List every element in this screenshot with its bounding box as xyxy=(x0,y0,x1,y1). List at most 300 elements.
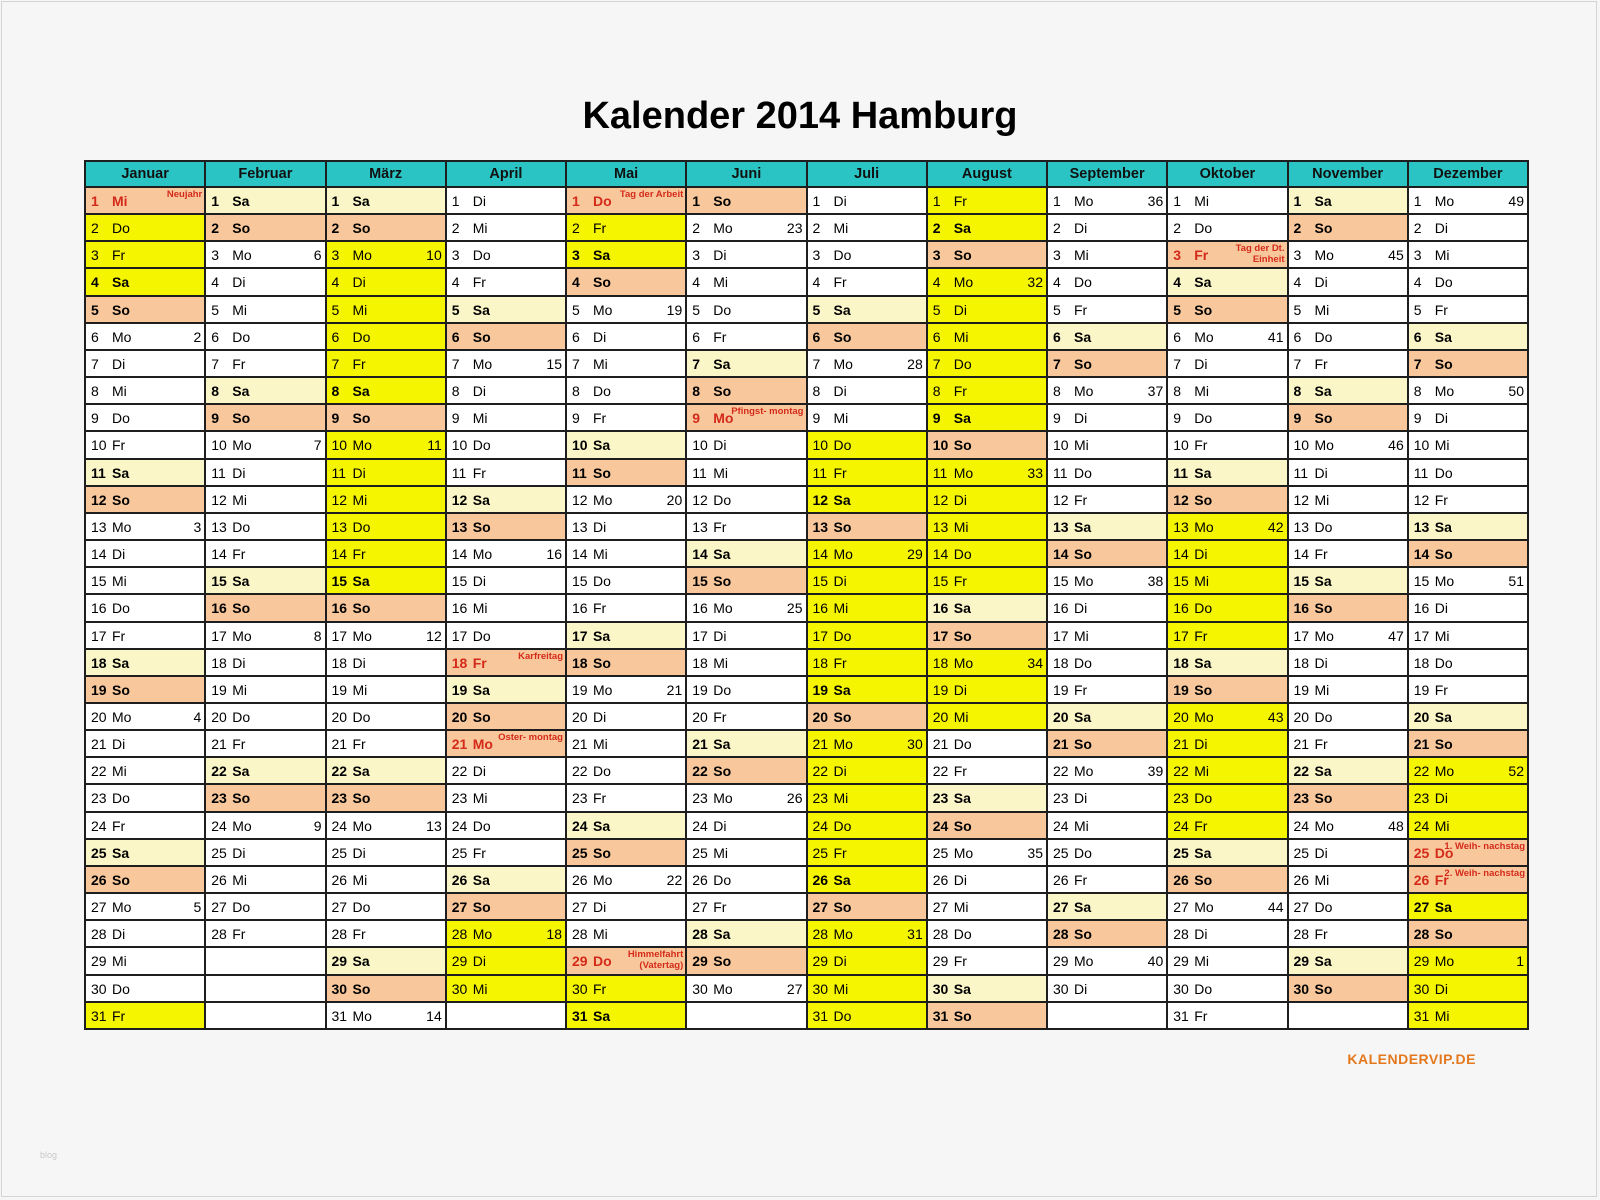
day-cell xyxy=(1289,269,1409,296)
day-number: 4 xyxy=(1293,274,1302,291)
weekday-label: So xyxy=(352,790,371,807)
day-number: 3 xyxy=(211,247,220,264)
day-cell xyxy=(327,867,447,894)
weekday-label: Sa xyxy=(472,871,490,888)
weekday-label: Sa xyxy=(713,546,731,563)
weekday-label: Fr xyxy=(1194,247,1209,264)
day-number: 9 xyxy=(451,410,460,427)
weekday-label: Sa xyxy=(472,681,490,698)
day-number: 15 xyxy=(331,573,348,590)
weekday-label: Mo xyxy=(713,600,733,617)
weekday-label: Do xyxy=(833,437,852,454)
day-cell xyxy=(928,840,1048,867)
day-number: 13 xyxy=(451,518,468,535)
day-cell xyxy=(1409,541,1529,568)
day-cell xyxy=(86,541,206,568)
day-number: 20 xyxy=(572,708,588,725)
day-number: 13 xyxy=(1293,518,1310,535)
day-cell xyxy=(206,704,326,731)
day-number: 29 xyxy=(331,953,348,970)
day-cell xyxy=(1409,242,1529,269)
day-number: 28 xyxy=(211,926,227,943)
day-number: 16 xyxy=(572,600,588,617)
weekday-label: So xyxy=(593,464,611,481)
day-cell xyxy=(567,215,687,242)
weekday-label: Fr xyxy=(713,518,727,535)
weekday-label: Di xyxy=(593,518,607,535)
day-cell xyxy=(206,188,326,215)
weekday-label: Sa xyxy=(112,654,130,671)
day-cell xyxy=(808,568,928,595)
weekday-label: Mi xyxy=(472,980,488,997)
day-number: 1 xyxy=(1293,193,1302,209)
weekday-label: So xyxy=(953,1007,972,1024)
weekday-label: So xyxy=(232,410,251,427)
day-number: 1 xyxy=(91,193,99,209)
day-number: 13 xyxy=(1053,518,1069,535)
day-number: 16 xyxy=(331,600,348,617)
day-cell xyxy=(1289,948,1409,975)
day-number: 18 xyxy=(1293,654,1310,671)
weekday-label: Mo xyxy=(232,627,252,644)
weekday-label: Sa xyxy=(352,573,370,590)
weekday-label: Fr xyxy=(1434,301,1448,318)
day-cell xyxy=(1409,297,1529,324)
day-number: 27 xyxy=(91,899,107,916)
day-cell xyxy=(1168,595,1288,622)
day-number: 9 xyxy=(211,410,220,427)
day-cell xyxy=(687,785,807,812)
weekday-label: Do xyxy=(833,627,852,644)
day-cell xyxy=(447,921,567,948)
day-number: 19 xyxy=(331,681,348,698)
day-number: 24 xyxy=(692,817,708,834)
weekday-label: Mi xyxy=(1434,247,1450,264)
day-number: 11 xyxy=(331,464,347,481)
empty-cell xyxy=(687,1003,807,1030)
holiday-name: Pfingst- montag xyxy=(731,406,804,418)
day-cell xyxy=(206,378,326,405)
day-number: 25 xyxy=(812,844,829,861)
day-cell xyxy=(1048,758,1168,785)
holiday-cell xyxy=(447,731,567,758)
holiday-cell xyxy=(687,405,807,432)
weekday-label: Mi xyxy=(1074,627,1089,644)
day-number: 15 xyxy=(1173,573,1189,590)
weekday-label: Mi xyxy=(1194,953,1210,970)
weekday-label: Sa xyxy=(1074,899,1092,916)
week-number: 10 xyxy=(426,247,442,264)
day-cell xyxy=(327,242,447,269)
weekday-label: So xyxy=(112,301,130,318)
day-cell xyxy=(928,1003,1048,1030)
weekday-label: Sa xyxy=(1434,899,1452,916)
day-number: 12 xyxy=(1053,491,1069,508)
weekday-label: Fr xyxy=(1074,301,1088,318)
week-number: 41 xyxy=(1267,328,1284,345)
day-cell xyxy=(1168,785,1288,812)
day-number: 11 xyxy=(692,464,707,481)
day-cell xyxy=(327,351,447,378)
day-number: 11 xyxy=(1053,464,1068,481)
day-number: 7 xyxy=(572,355,580,372)
day-cell xyxy=(1168,514,1288,541)
day-cell xyxy=(86,867,206,894)
weekday-label: Di xyxy=(953,681,967,698)
weekday-label: Mo xyxy=(112,708,132,725)
day-number: 4 xyxy=(1053,274,1061,291)
weekday-label: So xyxy=(1074,546,1092,563)
day-cell xyxy=(206,623,326,650)
week-number: 22 xyxy=(666,871,683,888)
day-cell xyxy=(687,704,807,731)
day-cell xyxy=(327,297,447,324)
day-cell xyxy=(1409,514,1529,541)
day-number: 25 xyxy=(1293,844,1310,861)
weekday-label: So xyxy=(352,600,371,617)
day-number: 30 xyxy=(812,980,829,997)
day-cell xyxy=(1289,650,1409,677)
weekday-label: Fr xyxy=(593,220,607,237)
day-number: 25 xyxy=(1413,844,1430,861)
day-number: 28 xyxy=(812,926,829,943)
weekday-label: Do xyxy=(1074,464,1092,481)
day-cell xyxy=(928,595,1048,622)
day-cell xyxy=(1048,894,1168,921)
holiday-cell xyxy=(567,188,687,215)
empty-cell xyxy=(447,1003,567,1030)
day-number: 20 xyxy=(1293,708,1310,725)
day-number: 22 xyxy=(331,763,348,780)
weekday-label: Mi xyxy=(472,790,488,807)
day-cell xyxy=(1289,595,1409,622)
day-number: 11 xyxy=(451,464,467,481)
weekday-label: Mo xyxy=(1434,953,1455,970)
weekday-label: Fr xyxy=(472,844,486,861)
weekday-label: Do xyxy=(1314,328,1333,345)
day-number: 10 xyxy=(91,437,107,454)
weekday-label: Mi xyxy=(593,355,608,372)
weekday-label: So xyxy=(1314,410,1333,427)
weekday-label: Do xyxy=(1074,274,1092,291)
week-number: 27 xyxy=(786,980,803,997)
day-cell xyxy=(808,677,928,704)
day-cell xyxy=(567,297,687,324)
day-cell xyxy=(447,432,567,459)
day-number: 14 xyxy=(812,546,829,563)
day-cell xyxy=(1409,460,1529,487)
weekday-label: Mi xyxy=(1194,193,1210,209)
day-cell xyxy=(447,269,567,296)
day-number: 14 xyxy=(1413,546,1430,563)
weekday-label: So xyxy=(352,410,371,427)
day-cell xyxy=(1409,269,1529,296)
day-number: 29 xyxy=(932,953,949,970)
day-number: 30 xyxy=(572,980,588,997)
day-number: 17 xyxy=(211,627,227,644)
weekday-label: So xyxy=(1194,491,1213,508)
day-cell xyxy=(86,595,206,622)
day-number: 27 xyxy=(1173,899,1189,916)
weekday-label: Mi xyxy=(1434,817,1450,834)
day-number: 9 xyxy=(812,410,821,427)
weekday-label: Di xyxy=(472,953,486,970)
day-number: 1 xyxy=(1413,193,1422,209)
week-number: 38 xyxy=(1147,573,1164,590)
weekday-label: Fr xyxy=(1434,491,1448,508)
day-cell xyxy=(808,894,928,921)
day-number: 26 xyxy=(812,871,829,888)
holiday-name: Karfreitag xyxy=(518,650,563,662)
day-number: 7 xyxy=(1053,355,1061,372)
day-number: 26 xyxy=(331,871,348,888)
day-number: 26 xyxy=(692,871,708,888)
day-cell xyxy=(447,324,567,351)
day-number: 20 xyxy=(692,708,708,725)
weekday-label: So xyxy=(112,681,130,698)
weekday-label: Di xyxy=(833,573,847,590)
day-number: 21 xyxy=(1173,736,1189,753)
day-number: 9 xyxy=(1293,410,1302,427)
day-cell xyxy=(1409,405,1529,432)
day-cell xyxy=(1048,514,1168,541)
day-cell xyxy=(808,813,928,840)
week-number: 35 xyxy=(1027,844,1043,861)
brand-link[interactable]: KALENDERVIP.DE xyxy=(1347,1051,1476,1067)
day-cell xyxy=(928,297,1048,324)
weekday-label: Mo xyxy=(833,926,853,943)
weekday-label: Fr xyxy=(713,328,727,345)
day-cell xyxy=(86,269,206,296)
day-cell xyxy=(687,378,807,405)
day-number: 1 xyxy=(812,193,821,209)
weekday-label: Mi xyxy=(1314,871,1330,888)
day-number: 27 xyxy=(1053,899,1069,916)
day-cell xyxy=(1409,188,1529,215)
weekday-label: Di xyxy=(1074,600,1088,617)
day-cell xyxy=(1289,867,1409,894)
weekday-label: Di xyxy=(232,464,246,481)
day-number: 17 xyxy=(692,627,708,644)
week-number: 28 xyxy=(907,355,923,372)
day-cell xyxy=(1409,1003,1529,1030)
weekday-label: Mi xyxy=(1314,301,1330,318)
month-header: Mai xyxy=(567,162,687,188)
day-cell xyxy=(567,460,687,487)
day-number: 26 xyxy=(211,871,227,888)
weekday-label: Mi xyxy=(352,301,368,318)
weekday-label: Mi xyxy=(833,220,849,237)
week-number: 39 xyxy=(1147,763,1164,780)
day-number: 23 xyxy=(692,790,708,807)
day-cell xyxy=(567,351,687,378)
day-cell xyxy=(206,731,326,758)
day-number: 9 xyxy=(1413,410,1422,427)
day-cell xyxy=(1409,785,1529,812)
weekday-label: Do xyxy=(352,708,371,725)
weekday-label: Do xyxy=(352,899,371,916)
day-number: 8 xyxy=(451,383,460,400)
day-number: 16 xyxy=(692,600,708,617)
day-cell xyxy=(1289,785,1409,812)
day-cell xyxy=(327,188,447,215)
day-cell xyxy=(1168,758,1288,785)
weekday-label: Di xyxy=(112,546,126,563)
day-cell xyxy=(808,1003,928,1030)
day-cell xyxy=(928,568,1048,595)
day-number: 4 xyxy=(451,274,460,291)
day-cell xyxy=(1048,921,1168,948)
day-number: 13 xyxy=(1173,518,1189,535)
weekday-label: Mi xyxy=(953,899,969,916)
week-number: 6 xyxy=(313,247,322,264)
day-number: 6 xyxy=(1053,328,1061,345)
day-number: 19 xyxy=(572,681,588,698)
day-cell xyxy=(687,514,807,541)
day-cell xyxy=(808,188,928,215)
day-number: 26 xyxy=(1413,871,1430,888)
day-number: 18 xyxy=(1053,654,1069,671)
weekday-label: Mi xyxy=(472,220,488,237)
weekday-label: Di xyxy=(1314,844,1328,861)
day-number: 26 xyxy=(1173,871,1189,888)
weekday-label: Mo xyxy=(472,355,493,372)
weekday-label: Mi xyxy=(713,654,729,671)
week-number: 33 xyxy=(1027,464,1043,481)
day-number: 25 xyxy=(572,844,588,861)
day-number: 30 xyxy=(1173,980,1189,997)
day-cell xyxy=(447,704,567,731)
day-number: 30 xyxy=(932,980,949,997)
weekday-label: Mo xyxy=(593,681,613,698)
weekday-label: Do xyxy=(112,220,130,237)
day-number: 12 xyxy=(572,491,588,508)
weekday-label: Di xyxy=(1434,220,1448,237)
weekday-label: Mo xyxy=(593,491,613,508)
day-number: 31 xyxy=(91,1007,107,1024)
day-cell xyxy=(808,704,928,731)
day-cell xyxy=(928,894,1048,921)
day-cell xyxy=(928,242,1048,269)
day-cell xyxy=(327,677,447,704)
day-number: 17 xyxy=(932,627,949,644)
weekday-label: Do xyxy=(713,681,732,698)
day-number: 6 xyxy=(331,328,340,345)
weekday-label: Fr xyxy=(593,790,607,807)
day-number: 14 xyxy=(91,546,107,563)
day-number: 3 xyxy=(1173,247,1182,264)
weekday-label: Di xyxy=(713,627,727,644)
day-number: 16 xyxy=(451,600,468,617)
day-cell xyxy=(447,568,567,595)
weekday-label: Di xyxy=(352,844,366,861)
weekday-label: Mo xyxy=(112,328,132,345)
day-number: 20 xyxy=(91,708,107,725)
week-number: 45 xyxy=(1388,247,1404,264)
day-number: 5 xyxy=(91,301,99,318)
weekday-label: Mi xyxy=(1074,247,1089,264)
day-cell xyxy=(327,785,447,812)
weekday-label: Do xyxy=(953,546,972,563)
day-cell xyxy=(86,215,206,242)
month-header: September xyxy=(1048,162,1168,188)
weekday-label: Fr xyxy=(953,763,967,780)
day-number: 18 xyxy=(812,654,829,671)
day-number: 1 xyxy=(211,193,220,209)
day-number: 6 xyxy=(1413,328,1422,345)
day-cell xyxy=(687,623,807,650)
weekday-label: So xyxy=(1314,220,1333,237)
day-number: 23 xyxy=(91,790,107,807)
weekday-label: So xyxy=(1194,871,1213,888)
day-cell xyxy=(1168,840,1288,867)
day-number: 19 xyxy=(692,681,708,698)
day-cell xyxy=(86,514,206,541)
weekday-label: Mo xyxy=(1434,763,1455,780)
day-number: 17 xyxy=(1173,627,1189,644)
day-cell xyxy=(206,242,326,269)
weekday-label: Fr xyxy=(472,464,486,481)
day-cell xyxy=(928,867,1048,894)
day-number: 29 xyxy=(91,953,107,970)
day-cell xyxy=(1048,677,1168,704)
day-number: 31 xyxy=(331,1007,348,1024)
weekday-label: Di xyxy=(352,274,366,291)
weekday-label: Do xyxy=(232,328,251,345)
day-cell xyxy=(447,351,567,378)
day-number: 12 xyxy=(451,491,468,508)
day-cell xyxy=(928,677,1048,704)
day-number: 7 xyxy=(451,355,460,372)
day-cell xyxy=(567,242,687,269)
day-number: 20 xyxy=(932,708,949,725)
day-cell xyxy=(928,785,1048,812)
day-cell xyxy=(928,976,1048,1003)
weekday-label: Di xyxy=(472,383,486,400)
weekday-label: So xyxy=(833,518,852,535)
day-number: 29 xyxy=(812,953,829,970)
day-cell xyxy=(447,785,567,812)
weekday-label: Fr xyxy=(1194,817,1208,834)
weekday-label: Do xyxy=(593,953,612,970)
day-cell xyxy=(1409,623,1529,650)
week-number: 46 xyxy=(1388,437,1404,454)
day-number: 22 xyxy=(932,763,949,780)
day-number: 20 xyxy=(1413,708,1430,725)
day-cell xyxy=(1168,1003,1288,1030)
weekday-label: Sa xyxy=(1314,193,1332,209)
day-cell xyxy=(567,785,687,812)
day-cell xyxy=(327,976,447,1003)
weekday-label: Di xyxy=(472,193,486,209)
month-header: April xyxy=(447,162,567,188)
month-header: Februar xyxy=(206,162,326,188)
weekday-label: Mi xyxy=(833,790,849,807)
weekday-label: Sa xyxy=(953,600,971,617)
week-number: 36 xyxy=(1147,193,1164,209)
weekday-label: Fr xyxy=(713,899,727,916)
day-cell xyxy=(206,460,326,487)
weekday-label: Di xyxy=(833,193,847,209)
day-cell xyxy=(808,785,928,812)
weekday-label: Do xyxy=(232,518,251,535)
day-number: 3 xyxy=(1053,247,1061,264)
weekday-label: Sa xyxy=(472,301,490,318)
weekday-label: Mo xyxy=(472,926,493,943)
day-number: 11 xyxy=(572,464,587,481)
day-cell xyxy=(1048,297,1168,324)
day-number: 4 xyxy=(1173,274,1182,291)
